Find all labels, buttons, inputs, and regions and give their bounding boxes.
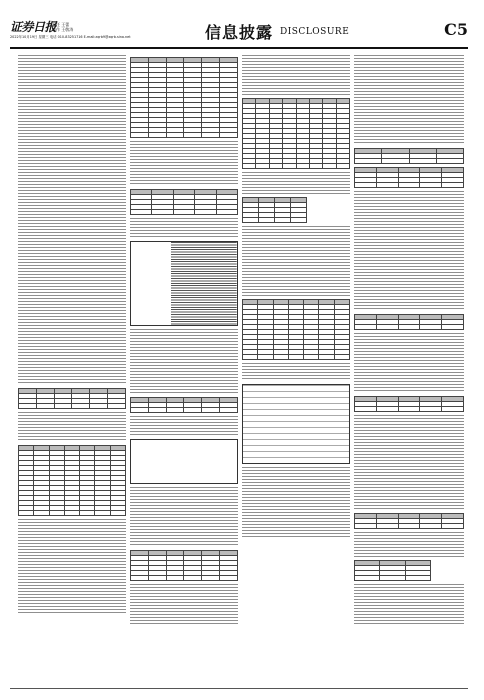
- text-block: [18, 412, 126, 442]
- text-block: [242, 55, 350, 95]
- column-2: [130, 55, 238, 687]
- text-block: [354, 415, 464, 510]
- data-table: [354, 396, 464, 412]
- boxed-table: [242, 384, 350, 464]
- text-block: [130, 329, 238, 394]
- newspaper-logo: 证券日报: [10, 20, 57, 34]
- data-table: [130, 57, 238, 138]
- text-block: [130, 487, 238, 547]
- text-block: [354, 55, 464, 145]
- data-table: [354, 560, 431, 581]
- data-table: [354, 314, 464, 330]
- data-table: [242, 98, 350, 169]
- text-block: [130, 141, 238, 186]
- text-block: [242, 172, 350, 194]
- masthead-rule: [10, 47, 468, 49]
- editor-line: 责任 王蕾: [52, 22, 70, 27]
- text-block: [242, 467, 350, 537]
- data-table: [18, 445, 126, 516]
- data-table: [354, 513, 464, 529]
- text-block: [130, 416, 238, 436]
- data-table: [130, 189, 238, 215]
- editor-credits: [52, 22, 73, 32]
- text-block: [354, 584, 464, 624]
- text-block: [130, 584, 238, 624]
- data-table: [354, 167, 464, 188]
- column-1: [18, 55, 126, 687]
- designer-line: 制作 王敬涛: [52, 27, 74, 32]
- data-table: [242, 299, 350, 360]
- page-number: C5: [444, 20, 468, 39]
- text-block: [354, 333, 464, 393]
- section-title-english: DISCLOSURE: [280, 27, 350, 37]
- text-block: [242, 226, 350, 296]
- section-title: 信息披露: [205, 23, 274, 42]
- boxed-table: [130, 241, 238, 326]
- data-table: [242, 197, 307, 223]
- text-block: [130, 218, 238, 238]
- column-4: [354, 55, 464, 687]
- dateline: 2022年10月19日 星期三 电话 010-83251716 E-mail:zqrb9@zqrb.sina.net: [10, 35, 131, 39]
- text-block: [18, 519, 126, 614]
- boxed-table: [130, 439, 238, 484]
- footer-rule: [10, 688, 468, 689]
- data-table: [130, 550, 238, 581]
- data-table: [354, 148, 464, 164]
- data-table: [18, 388, 126, 409]
- text-block: [354, 532, 464, 557]
- masthead: [10, 18, 474, 48]
- text-block: [18, 55, 126, 385]
- text-block: [354, 191, 464, 311]
- column-3: [242, 55, 350, 687]
- data-table: [130, 397, 238, 413]
- text-block: [242, 363, 350, 381]
